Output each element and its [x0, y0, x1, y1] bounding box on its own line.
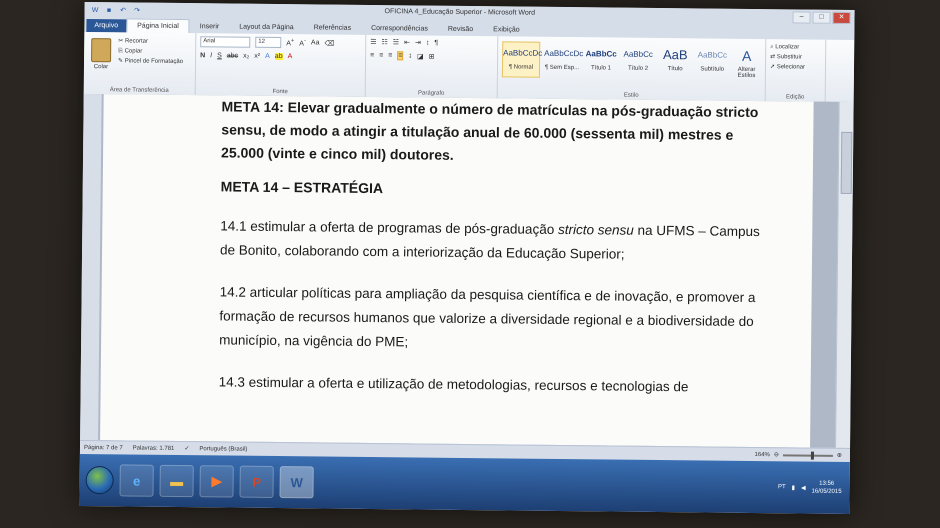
zoom-in-icon[interactable]: ⊕ — [836, 452, 842, 459]
pilcrow-icon[interactable]: ¶ — [434, 39, 439, 47]
scrollbar-thumb[interactable] — [841, 132, 853, 194]
increase-indent-icon[interactable]: ⇥ — [414, 39, 421, 47]
style-label: Título 1 — [590, 65, 612, 72]
zoom-level[interactable]: 164% — [754, 451, 770, 458]
numbering-icon[interactable]: ☷ — [381, 39, 388, 47]
change-styles-label: Alterar Estilos — [737, 66, 756, 80]
window-title: OFICINA 4_Educação Superior - Microsoft Word — [384, 8, 536, 17]
style-label: Subtítulo — [700, 66, 725, 73]
bold-icon[interactable]: N — [200, 52, 206, 60]
ribbon — [84, 32, 855, 103]
font-group-label: Fonte — [272, 88, 288, 96]
editing-group-label: Edição — [785, 94, 805, 101]
align-left-icon[interactable]: ≡ — [370, 51, 375, 60]
multilevel-icon[interactable]: ☱ — [392, 39, 400, 47]
zoom-slider-thumb[interactable] — [811, 451, 814, 459]
cursor-icon: ➚ — [769, 64, 777, 71]
language-status[interactable]: Português (Brasil) — [199, 445, 248, 453]
select-label: Selecionar — [776, 64, 806, 71]
copy-label: Copiar — [124, 48, 143, 55]
decrease-indent-icon[interactable]: ⇤ — [404, 39, 411, 47]
strategy-title: META 14 – ESTRATÉGIA — [220, 178, 384, 197]
shading-icon[interactable]: ◪ — [416, 52, 424, 61]
highlight-icon[interactable]: ab — [274, 52, 283, 61]
maximize-button[interactable]: □ — [812, 12, 830, 24]
window-controls — [792, 11, 850, 24]
vertical-ruler — [80, 94, 102, 440]
justify-icon[interactable]: ≡ — [398, 52, 403, 60]
scissors-icon: ✂ — [118, 38, 125, 45]
style-preview: AaBbCc — [585, 49, 617, 59]
font-size-select[interactable]: 12 — [255, 37, 281, 48]
tab-home[interactable]: Página Inicial — [126, 18, 190, 33]
style-no-spacing[interactable] — [543, 42, 584, 78]
paragraph-group — [366, 35, 499, 98]
folder-icon[interactable]: ▬ — [159, 465, 193, 497]
text-effects-icon[interactable]: A — [265, 52, 270, 60]
subscript-icon[interactable]: x₂ — [243, 52, 250, 60]
style-preview: AaBbCcDc — [503, 48, 543, 58]
cut-label: Recortar — [124, 38, 148, 45]
replace-button[interactable] — [770, 52, 821, 63]
tab-review[interactable]: Revisão — [447, 25, 474, 34]
style-label: Título — [667, 66, 683, 73]
minimize-button[interactable]: – — [792, 11, 810, 23]
clock[interactable] — [811, 480, 841, 496]
redo-icon[interactable]: ↷ — [134, 7, 141, 15]
style-preview: AaBbCc — [697, 50, 728, 60]
style-preview: AaB — [662, 47, 688, 63]
zoom-control — [754, 451, 841, 459]
document-text[interactable] — [219, 95, 762, 400]
cut-button[interactable] — [118, 36, 183, 47]
document-page[interactable] — [100, 94, 814, 447]
volume-icon[interactable]: ◀ — [800, 485, 806, 492]
copy-button[interactable] — [118, 46, 183, 57]
strategy-14-1-text-end: na UFMS – Campus de Bonito, colaborando com a interiorização da Educação Superior; — [219, 222, 760, 262]
font-color-icon[interactable]: A — [287, 53, 293, 61]
style-heading-1[interactable] — [584, 42, 618, 78]
strategy-14-3: 14.3 estimular a oferta e utilização de metodologias, recursos e tecnologias de — [218, 374, 689, 395]
line-spacing-icon[interactable]: ↨ — [408, 52, 413, 60]
input-language[interactable]: PT — [777, 484, 786, 491]
network-icon[interactable]: ▮ — [791, 484, 795, 491]
bullets-icon[interactable]: ☰ — [370, 38, 377, 47]
brush-icon: ✎ — [118, 58, 125, 65]
tab-references[interactable]: Referências — [313, 24, 352, 32]
find-label: Localizar — [775, 44, 800, 51]
internet-explorer-icon[interactable]: e — [119, 464, 153, 496]
style-preview: AaBbCcDc — [544, 48, 584, 59]
change-case-icon[interactable]: Aa — [310, 39, 320, 47]
paragraph-group-label: Parágrafo — [418, 90, 445, 97]
style-label: Título 2 — [628, 65, 649, 72]
screen — [79, 2, 854, 514]
tab-mailings[interactable]: Correspondências — [371, 24, 428, 33]
italic-icon[interactable]: I — [210, 52, 213, 60]
change-styles-button[interactable] — [732, 44, 761, 80]
vertical-scrollbar[interactable] — [835, 102, 854, 448]
style-label: ¶ Normal — [508, 64, 534, 71]
style-title[interactable] — [658, 43, 692, 79]
copy-icon: ⎘ — [118, 48, 125, 55]
word-icon[interactable]: W — [91, 6, 99, 14]
page-count[interactable]: Página: 7 de 7 — [83, 444, 123, 451]
save-icon[interactable]: ■ — [106, 6, 112, 14]
styles-group-label: Estilo — [623, 92, 639, 99]
media-player-icon[interactable]: ▶ — [199, 465, 233, 497]
goal-heading: META 14: Elevar gradualmente o número de matrículas na pós-graduação stricto sensu, de modo a atingir a titulação anual de 60.000 (sessenta mil) mestres e 25.000 (vinte e cinco mil) doutores. — [221, 98, 759, 163]
tab-file[interactable]: Arquivo — [86, 19, 126, 32]
sort-icon[interactable]: ↕ — [425, 39, 430, 47]
style-normal[interactable] — [502, 41, 543, 77]
select-button[interactable] — [770, 62, 821, 73]
underline-icon[interactable]: S — [217, 52, 222, 60]
word-count[interactable]: Palavras: 1.781 — [132, 445, 175, 452]
style-preview: AaBbCc — [623, 49, 653, 59]
tab-view[interactable]: Exibição — [493, 26, 520, 34]
paste-label: Colar — [93, 64, 109, 71]
format-painter-button[interactable] — [118, 56, 183, 67]
zoom-out-icon[interactable]: ⊖ — [773, 452, 779, 459]
change-styles-icon: A — [741, 47, 752, 64]
strategy-14-1 — [220, 214, 760, 268]
clear-format-icon[interactable]: ⌫ — [324, 39, 335, 48]
shrink-font-icon[interactable]: A- — [299, 38, 306, 48]
borders-icon[interactable]: ⊞ — [428, 53, 435, 61]
undo-icon[interactable]: ↶ — [120, 6, 127, 14]
align-center-icon[interactable]: ≡ — [379, 52, 384, 60]
start-button[interactable] — [86, 466, 114, 494]
strikethrough-icon[interactable]: abc — [226, 52, 239, 60]
strategy-14-1-italic: stricto sensu — [557, 221, 634, 238]
proofing-icon[interactable]: ✓ — [184, 446, 190, 453]
style-heading-2[interactable] — [621, 43, 655, 79]
powerpoint-icon[interactable]: P — [239, 466, 273, 498]
taskbar — [79, 451, 850, 514]
find-button[interactable] — [770, 42, 821, 53]
font-group — [196, 33, 367, 97]
system-tray — [778, 479, 842, 496]
editing-group — [766, 39, 827, 102]
clock-date: 16/05/2015 — [811, 488, 842, 495]
align-right-icon[interactable]: ≡ — [388, 52, 393, 60]
strategy-14-1-text: 14.1 estimular a oferta de programas de pós-graduação — [220, 218, 559, 237]
superscript-icon[interactable]: x² — [254, 52, 261, 60]
clock-time: 13:56 — [819, 480, 835, 487]
font-name-select[interactable]: Arial — [200, 36, 250, 48]
clipboard-group — [84, 32, 197, 95]
tab-page-layout[interactable]: Layout da Página — [239, 23, 294, 32]
tab-insert[interactable]: Inserir — [199, 23, 220, 31]
quick-access-toolbar — [85, 5, 142, 15]
zoom-slider[interactable] — [783, 454, 833, 457]
word-taskbar-icon[interactable]: W — [279, 466, 313, 498]
replace-icon: ⇄ — [770, 54, 777, 61]
style-subtitle[interactable] — [695, 43, 729, 79]
paste-button[interactable] — [90, 38, 112, 70]
grow-font-icon[interactable]: A+ — [286, 37, 295, 48]
style-label: ¶ Sem Esp... — [544, 64, 580, 72]
close-button[interactable]: ✕ — [832, 12, 850, 24]
replace-label: Substituir — [776, 54, 802, 61]
styles-group — [498, 36, 767, 101]
format-painter-label: Pincel de Formatação — [124, 58, 184, 66]
binoculars-icon: ⌕ — [770, 44, 776, 51]
clipboard-icon — [91, 38, 111, 62]
strategy-14-2: 14.2 articular políticas para ampliação da pesquisa científica e de inovação, e promover a formação de recursos humanos que valorize a diversidade regional e a biodiversidade do município, na vigência do PME; — [219, 284, 756, 350]
clipboard-group-label: Área de Transferência — [109, 87, 169, 94]
